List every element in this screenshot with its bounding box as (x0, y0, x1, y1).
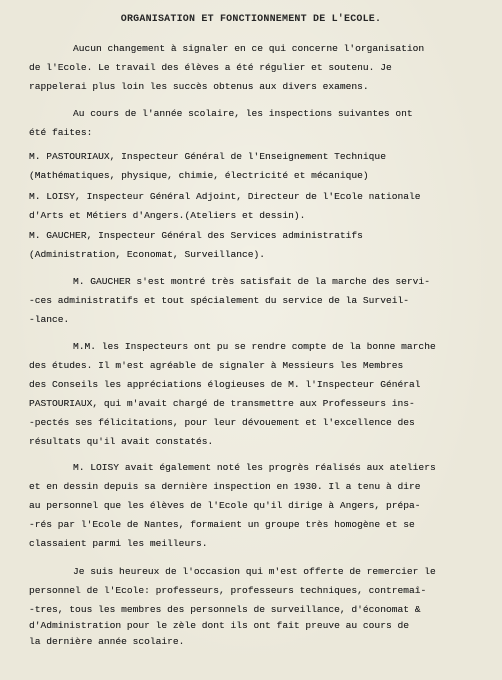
text-line: au personnel que les élèves de l'Ecole qu'il dirige à Angers, prépa- (29, 500, 421, 511)
text-line: la dernière année scolaire. (29, 636, 185, 647)
text-line: PASTOURIAUX, qui m'avait chargé de transmettre aux Professeurs ins- (29, 398, 415, 409)
text-line: M. LOISY avait également noté les progrès réalisés aux ateliers (73, 462, 436, 473)
text-line: des Conseils les appréciations élogieuses de M. l'Inspecteur Général (29, 379, 421, 390)
text-line: M. GAUCHER, Inspecteur Général des Services administratifs (29, 230, 363, 241)
text-line: été faites: (29, 127, 93, 138)
text-line: -pectés ses félicitations, pour leur dévouement et l'excellence des (29, 417, 415, 428)
text-line: d'Arts et Métiers d'Angers.(Ateliers et dessin). (29, 210, 306, 221)
text-line: de l'Ecole. Le travail des élèves a été régulier et soutenu. Je (29, 62, 392, 73)
text-line: des études. Il m'est agréable de signaler à Messieurs les Membres (29, 360, 404, 371)
text-line: M. LOISY, Inspecteur Général Adjoint, Directeur de l'Ecole nationale (29, 191, 421, 202)
text-line: classaient parmi les meilleurs. (29, 538, 208, 549)
text-line: Aucun changement à signaler en ce qui concerne l'organisation (73, 43, 425, 54)
text-line: personnel de l'Ecole: professeurs, professeurs techniques, contremaî- (29, 585, 427, 596)
text-line: -lance. (29, 314, 70, 325)
text-line: (Mathématiques, physique, chimie, électricité et mécanique) (29, 170, 369, 181)
text-line: M. GAUCHER s'est montré très satisfait de la marche des servi- (73, 276, 430, 287)
page-title: ORGANISATION ET FONCTIONNEMENT DE L'ECOLE. (120, 14, 382, 25)
text-line: M. PASTOURIAUX, Inspecteur Général de l'Enseignement Technique (29, 151, 386, 162)
text-line: -rés par l'Ecole de Nantes, formaient un groupe très homogène et se (29, 519, 415, 530)
text-line: (Administration, Economat, Surveillance). (29, 249, 266, 260)
text-line: d'Administration pour le zèle dont ils ont fait preuve au cours de (29, 620, 409, 631)
text-line: Au cours de l'année scolaire, les inspections suivantes ont (73, 108, 413, 119)
text-line: -ces administratifs et tout spécialement du service de la Surveil- (29, 295, 409, 306)
text-line: Je suis heureux de l'occasion qui m'est offerte de remercier le (73, 566, 436, 577)
text-line: et en dessin depuis sa dernière inspection en 1930. Il a tenu à dire (29, 481, 421, 492)
text-line: résultats qu'il avait constatés. (29, 436, 214, 447)
text-line: -tres, tous les membres des personnels de surveillance, d'économat & (29, 604, 421, 615)
text-line: rappelerai plus loin les succès obtenus aux divers examens. (29, 81, 369, 92)
text-line: M.M. les Inspecteurs ont pu se rendre compte de la bonne marche (73, 341, 436, 352)
